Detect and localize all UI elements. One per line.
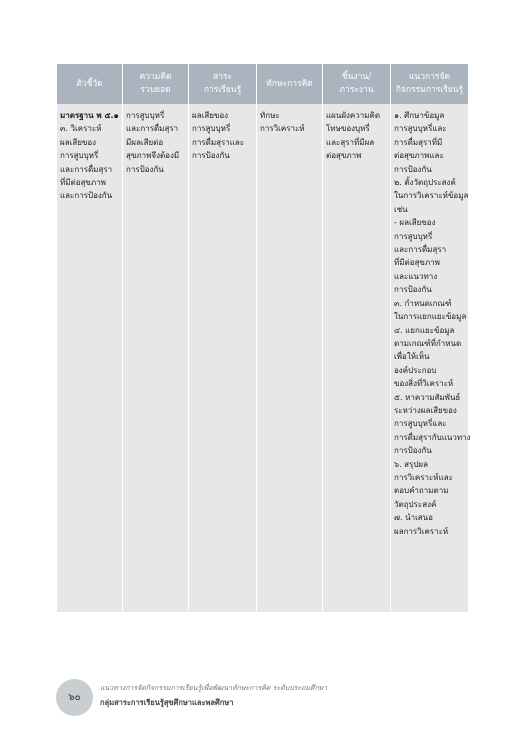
cell-line: การดื่มสุราที่มี: [394, 137, 443, 147]
cell-line: การป้องกัน: [394, 446, 432, 456]
curriculum-table: [57, 64, 471, 612]
cell-line: องค์ประกอบ: [394, 365, 437, 375]
cell-line: การสูบบุหรี่: [394, 231, 433, 241]
cell-line: การป้องกัน: [126, 164, 164, 174]
footer-subject-title: กลุ่มสาระการเรียนรู้สุขศึกษาและพลศึกษา: [100, 698, 234, 707]
table-header: [57, 64, 468, 104]
cell-line: การป้องกัน: [394, 164, 432, 174]
cell-line: ผลเสียของ: [60, 137, 97, 147]
cell-line: - ผลเสียของ: [394, 218, 436, 228]
cell-line: ผลเสียของ: [192, 111, 229, 120]
cell-line: ตอบคำถามตาม: [394, 486, 449, 496]
cell-line: ที่มีต่อสุขภาพ: [394, 258, 440, 268]
cell-line: ทักษะ: [260, 111, 280, 120]
cell-line: การสูบบุหรี่: [126, 111, 165, 120]
header-task: ชิ้นงาน/ ภาระงาน: [323, 64, 391, 104]
cell-line: สุขภาพจึงต้องมี: [126, 151, 180, 161]
cell-line: แผนผังความคิด: [326, 111, 381, 120]
cell-line: การสูบบุหรี่: [60, 151, 99, 161]
cell-line: มาตรฐาน พ ๕.๑: [60, 111, 119, 120]
cell-line: และการดื่มสุรา: [394, 245, 447, 255]
cell-line: เช่น: [394, 204, 408, 214]
cell-line: ๓. วิเคราะห์: [60, 124, 102, 134]
cell-line: และแนวทาง: [394, 271, 438, 281]
cell-line: โทษของบุหรี่: [326, 124, 370, 134]
table-row: [57, 104, 471, 612]
cell-line: การวิเคราะห์และ: [394, 472, 453, 482]
cell-line: ของสิ่งที่วิเคราะห์: [394, 379, 454, 389]
cell-indicator: [57, 104, 123, 612]
cell-line: ๖. สรุปผล: [394, 459, 429, 469]
cell-line: ๕. หาความสัมพันธ์: [394, 392, 461, 402]
cell-line: ๓. กำหนดเกณฑ์: [394, 298, 452, 308]
cell-line: เพื่อให้เห็น: [394, 352, 430, 362]
cell-line: ๑. ศึกษาข้อมูล: [394, 111, 445, 120]
cell-activities: [391, 104, 471, 612]
header-content: สาระ การเรียนรู้: [189, 64, 257, 104]
cell-line: การวิเคราะห์: [260, 124, 305, 134]
cell-line: ตามเกณฑ์ที่กำหนด: [394, 338, 462, 348]
header-activities: แนวการจัด กิจกรรมการเรียนรู้: [395, 72, 464, 95]
cell-line: ในการแยกแยะข้อมูล: [394, 312, 467, 322]
cell-line: ต่อสุขภาพและ: [394, 151, 444, 161]
footer-book-title: แนวทางการจัดกิจกรรมการเรียนรู้เพื่อพัฒนาทักษะการคิด ระดับประถมศึกษา: [100, 684, 328, 692]
cell-thinking-skill: [257, 104, 323, 612]
cell-concept: [123, 104, 189, 612]
cell-task: [323, 104, 391, 612]
header-concept: ความคิด รวบยอด: [123, 64, 189, 104]
cell-line: การสูบบุหรี่และ: [394, 124, 447, 134]
cell-line: ต่อสุขภาพ: [326, 151, 362, 161]
cell-line: ๗. นำเสนอ: [394, 513, 433, 523]
cell-line: และสุราที่มีผล: [326, 137, 375, 147]
cell-line: วัตถุประสงค์: [394, 499, 437, 509]
cell-line: การสูบบุหรี่: [192, 124, 231, 134]
cell-line: และการดื่มสุรา: [60, 164, 113, 174]
header-indicator: ตัวชี้วัด: [57, 64, 123, 104]
cell-line: การป้องกัน: [394, 285, 432, 295]
cell-line: ๒. ตั้งวัตถุประสงค์: [394, 178, 456, 188]
cell-line: ที่มีต่อสุขภาพ: [60, 178, 106, 188]
cell-content: [189, 104, 257, 612]
cell-line: ๔. แยกแยะข้อมูล: [394, 325, 455, 335]
cell-line: และการป้องกัน: [60, 191, 113, 201]
cell-line: การดื่มสุราและ: [192, 137, 245, 147]
cell-line: การสูบบุหรี่และ: [394, 419, 447, 429]
page-number: ๖๐: [56, 679, 93, 716]
cell-line: การป้องกัน: [192, 151, 230, 161]
cell-line: ในการวิเคราะห์ข้อมูล: [394, 191, 469, 201]
cell-line: การดื่มสุรากับแนวทาง: [394, 432, 471, 442]
cell-line: และการดื่มสุรา: [126, 124, 179, 134]
header-thinking-skill: ทักษะการคิด: [257, 64, 323, 104]
cell-line: ผลการวิเคราะห์: [394, 526, 449, 536]
cell-line: ระหว่างผลเสียของ: [394, 405, 457, 415]
cell-line: มีผลเสียต่อ: [126, 137, 164, 147]
